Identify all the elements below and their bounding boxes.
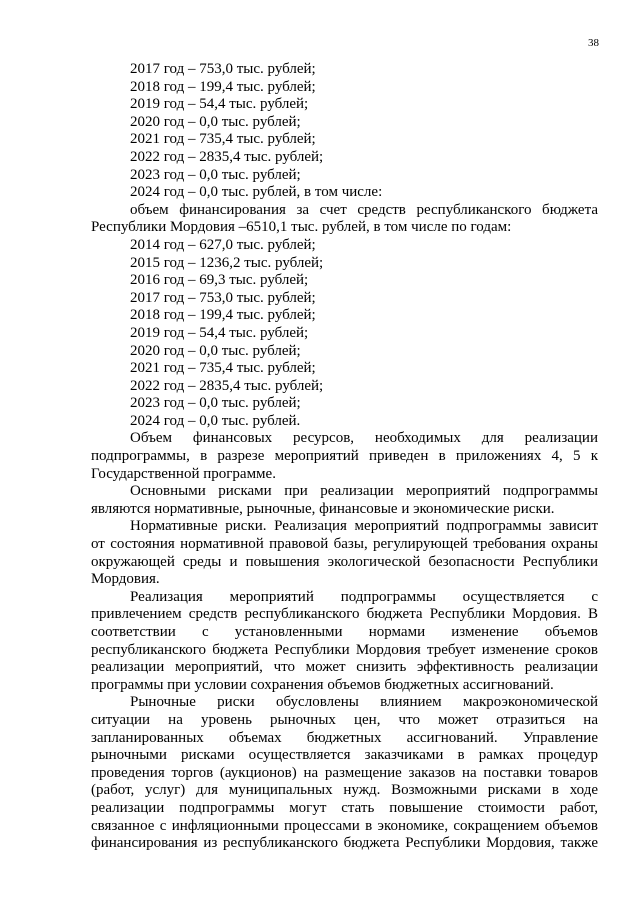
- text-line: 2023 год – 0,0 тыс. рублей;: [130, 166, 301, 183]
- text-line: 2022 год – 2835,4 тыс. рублей;: [130, 148, 324, 165]
- text-line: 2023 год – 0,0 тыс. рублей;: [130, 395, 301, 412]
- text-line: республиканского бюджета Республики Мордовия требует изменение сроков: [91, 641, 598, 658]
- text-line: 2021 год – 735,4 тыс. рублей;: [130, 131, 316, 148]
- text-line: 2019 год – 54,4 тыс. рублей;: [130, 96, 309, 113]
- text-line: запланированных объемах бюджетных ассигнований. Управление: [91, 729, 598, 746]
- text-line: Основными рисками при реализации мероприятий подпрограммы: [130, 483, 598, 500]
- text-line: 2017 год – 753,0 тыс. рублей;: [130, 61, 316, 77]
- text-line: (работ, услуг) для муниципальных нужд. Возможными рисками в ходе: [91, 782, 598, 799]
- text-line: объем финансирования за счет средств республиканского бюджета: [130, 201, 598, 218]
- text-line: Государственной программе.: [91, 465, 276, 482]
- text-line: 2020 год – 0,0 тыс. рублей;: [130, 342, 301, 359]
- text-line: являются нормативные, рыночные, финансовые и экономические риски.: [91, 500, 555, 517]
- text-line: финансирования из республиканского бюджета Республики Мордовия, также: [91, 835, 598, 852]
- text-line: 2018 год – 199,4 тыс. рублей;: [130, 307, 316, 324]
- text-line: 2018 год – 199,4 тыс. рублей;: [130, 78, 316, 95]
- text-line: Реализация мероприятий подпрограммы осуществляется с: [130, 588, 598, 605]
- text-line: программы при условии сохранения объемов бюджетных ассигнований.: [91, 676, 554, 693]
- text-line: 2017 год – 753,0 тыс. рублей;: [130, 289, 316, 306]
- document-body: [91, 61, 598, 853]
- text-line: подпрограммы, в разрезе мероприятий приведен в приложениях 4, 5 к: [91, 448, 598, 465]
- text-line: 2014 год – 627,0 тыс. рублей;: [130, 236, 316, 253]
- text-line: Рыночные риски обусловлены влиянием макроэкономической: [130, 694, 598, 711]
- text-line: Объем финансовых ресурсов, необходимых для реализации: [130, 430, 598, 447]
- text-line: 2019 год – 54,4 тыс. рублей;: [130, 324, 309, 341]
- text-line: 2015 год – 1236,2 тыс. рублей;: [130, 254, 324, 271]
- text-line: Нормативные риски. Реализация мероприятий подпрограммы зависит: [130, 518, 598, 535]
- text-line: 2021 год – 735,4 тыс. рублей;: [130, 360, 316, 377]
- text-line: 2024 год – 0,0 тыс. рублей.: [130, 412, 301, 429]
- text-line: 2020 год – 0,0 тыс. рублей;: [130, 113, 301, 130]
- text-line: 2016 год – 69,3 тыс. рублей;: [130, 272, 309, 289]
- text-line: окружающей среды и повышения экологической безопасности Республики: [91, 553, 598, 570]
- text-line: ситуации на уровень рыночных цен, что может отразиться на: [91, 711, 598, 728]
- text-line: реализации подпрограммы могут стать повышение стоимости работ,: [91, 799, 598, 816]
- text-line: Республики Мордовия –6510,1 тыс. рублей, в том числе по годам:: [91, 219, 512, 236]
- text-line: Мордовия.: [91, 571, 160, 588]
- text-line: реализации мероприятий, что может снизить эффективность реализации: [91, 659, 598, 676]
- text-line: 2024 год – 0,0 тыс. рублей, в том числе:: [130, 184, 383, 201]
- text-line: рыночными рисками осуществляется заказчиками в рамках процедур: [91, 747, 598, 764]
- text-line: привлечением средств республиканского бюджета Республики Мордовия. В: [91, 606, 598, 623]
- text-line: от состояния нормативной правовой базы, регулирующей требования охраны: [91, 536, 598, 553]
- text-line: соответствии с установленными нормами изменение объемов: [91, 624, 598, 640]
- text-line: 2022 год – 2835,4 тыс. рублей;: [130, 377, 324, 394]
- page-number: 38: [588, 37, 599, 49]
- text-line: проведения торгов (аукционов) на размещение заказов на поставки товаров: [91, 764, 598, 781]
- text-line: связанное с инфляционными процессами в экономике, сокращением объемов: [91, 817, 598, 834]
